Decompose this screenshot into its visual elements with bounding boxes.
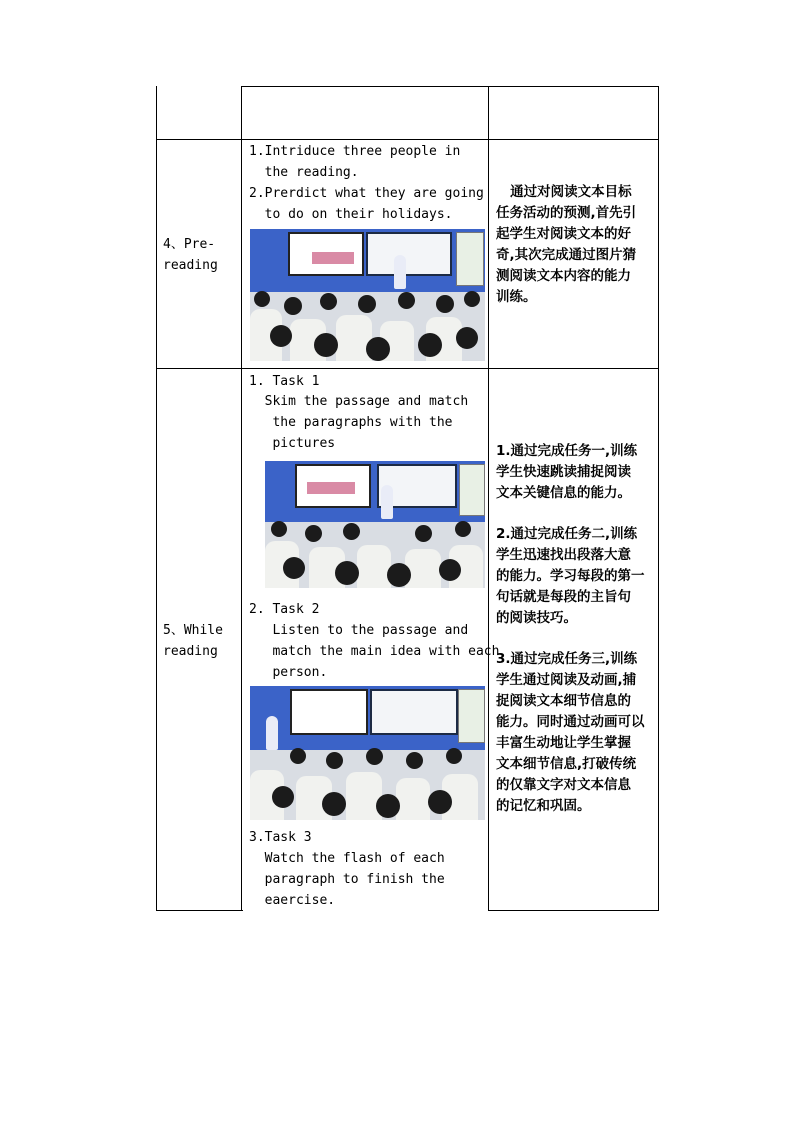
step-line: the reading. [249,165,359,180]
row-divider-2 [156,368,659,369]
purpose-task3-line: 的记忆和巩固。 [496,798,591,814]
col-right-border [658,86,659,911]
task1-line: Skim the passage and match [249,394,469,409]
col-divider-2 [488,86,489,911]
purpose-prereading-line: 任务活动的预测,首先引 [496,205,637,221]
task2-line: person. [249,665,328,680]
task3-line: 3.Task 3 [249,830,312,845]
stage-label-whilereading-1: 5、While [163,623,223,638]
task1-line: pictures [249,436,336,451]
step-line: to do on their holidays. [249,207,453,222]
task1-line: 1. Task 1 [249,374,320,389]
purpose-task1-line: 文本关键信息的能力。 [496,485,631,501]
purpose-task2-line: 2.通过完成任务二,训练 [496,526,638,542]
purpose-task3-line: 文本细节信息,打破传统 [496,756,637,772]
task2-line: 2. Task 2 [249,602,320,617]
purpose-task1-line: 学生快速跳读捕捉阅读 [496,464,631,480]
purpose-prereading-line: 测阅读文本内容的能力 [496,268,631,284]
purpose-prereading-line: 通过对阅读文本目标 [496,184,632,200]
purpose-task3-line: 学生通过阅读及动画,捕 [496,672,637,688]
purpose-task2-line: 的能力。学习每段的第一 [496,568,645,584]
stage-label-prereading-1: 4、Pre- [163,237,216,252]
purpose-task1-line: 1.通过完成任务一,训练 [496,443,638,459]
purpose-task3-line: 捉阅读文本细节信息的 [496,693,631,709]
col-left-border [156,86,157,911]
table-top-border [241,86,659,87]
purpose-task2-line: 句话就是每段的主旨句 [496,589,631,605]
task3-line: Watch the flash of each [249,851,445,866]
purpose-task3-line: 丰富生动地让学生掌握 [496,735,631,751]
table-bottom-border-left [156,910,243,911]
stage-label-whilereading-2: reading [163,644,218,659]
purpose-prereading-line: 奇,其次完成通过图片猜 [496,247,637,263]
task3-line: eaercise. [249,893,336,908]
task3-line: paragraph to finish the [249,872,445,887]
stage-label-prereading-2: reading [163,258,218,273]
step-line: 1.Intriduce three people in [249,144,461,159]
task2-line: match the main idea with each [249,644,500,659]
task2-line: Listen to the passage and [249,623,469,638]
step-line: 2.Prerdict what they are going [249,186,484,201]
purpose-task3-line: 的仅靠文字对文本信息 [496,777,631,793]
task1-line: the paragraphs with the [249,415,453,430]
purpose-task3-line: 能力。同时通过动画可以 [496,714,645,730]
purpose-prereading-line: 起学生对阅读文本的好 [496,226,631,242]
purpose-task2-line: 的阅读技巧。 [496,610,577,626]
row-divider-1 [156,139,659,140]
classroom-photo-task1 [265,461,485,588]
purpose-task3-line: 3.通过完成任务三,训练 [496,651,638,667]
table-bottom-border-right [488,910,659,911]
purpose-prereading-line: 训练。 [496,289,537,305]
classroom-photo-prereading [250,229,485,361]
col-divider-1 [241,86,242,911]
classroom-photo-task2 [250,686,485,820]
purpose-task2-line: 学生迅速找出段落大意 [496,547,631,563]
